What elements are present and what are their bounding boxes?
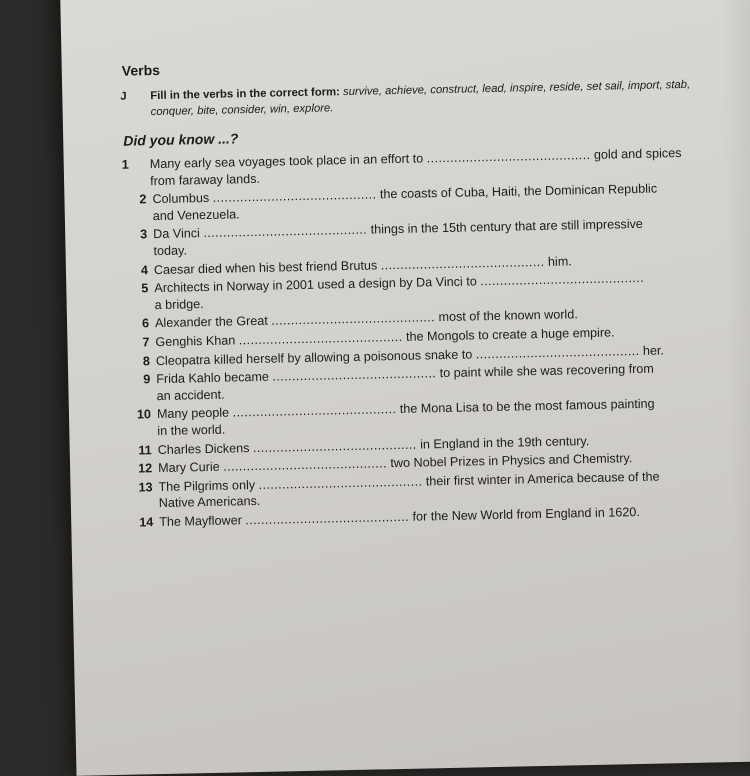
sentence-list: [122, 144, 730, 531]
item-number: 8: [142, 353, 151, 368]
answer-blank[interactable]: ..........................................: [380, 254, 545, 272]
item-continuation: and Venezuela.: [152, 207, 240, 223]
item-text-before: Charles Dickens: [157, 440, 250, 457]
answer-blank[interactable]: ..........................................: [272, 366, 437, 384]
item-number: 9: [143, 372, 151, 387]
answer-blank[interactable]: ..........................................: [258, 474, 423, 492]
item-text-before: Da Vinci: [153, 226, 201, 242]
item-number: 6: [141, 316, 150, 331]
item-text-before: Columbus: [152, 191, 210, 207]
item-continuation: an accident.: [156, 387, 225, 403]
item-text-before: Cleopatra killed herself by allowing a poisonous snake to: [155, 346, 473, 368]
verb-list: survive, achieve, construct, lead, inspire, reside, set sail, import, stab, conquer, bite, consider, win, explore.: [150, 78, 691, 119]
answer-blank[interactable]: ..........................................: [252, 437, 417, 455]
worksheet-content: [120, 50, 730, 533]
worksheet-page: [60, 0, 750, 776]
item-text-after: the Mona Lisa to be the most famous painting: [399, 396, 655, 417]
item-text-before: The Mayflower: [159, 513, 242, 529]
answer-blank[interactable]: ..........................................: [245, 509, 410, 528]
answer-blank[interactable]: ..........................................: [426, 147, 591, 166]
item-text-before: Mary Curie: [157, 459, 220, 476]
item-text-before: Many people: [156, 405, 230, 422]
exercise-tag: J: [120, 90, 127, 103]
answer-blank[interactable]: ..........................................: [212, 187, 377, 206]
item-continuation: today.: [153, 243, 188, 259]
did-you-know-heading: Did you know ...?: [123, 130, 239, 149]
answer-blank[interactable]: ..........................................: [223, 456, 388, 474]
instruction-heading: Fill in the verbs in the correct form:: [150, 86, 340, 103]
item-text-after: in England in the 19th century.: [419, 433, 590, 452]
item-text-after: for the New World from England in 1620.: [412, 504, 640, 524]
item-number: 2: [139, 192, 147, 207]
answer-blank[interactable]: ..........................................: [232, 402, 397, 420]
item-continuation: Native Americans.: [158, 494, 261, 511]
answer-blank[interactable]: ..........................................: [238, 329, 403, 348]
answer-blank[interactable]: ..........................................: [475, 343, 640, 361]
item-number: 14: [139, 515, 154, 530]
item-text-before: Genghis Khan: [155, 333, 236, 350]
item-text-after: gold and spices: [593, 146, 682, 162]
answer-blank[interactable]: ..........................................: [271, 310, 436, 328]
item-text-before: Architects in Norway in 2001 used a design by Da Vinci to: [154, 274, 477, 296]
item-text-before: Many early sea voyages took place in an effort to: [149, 151, 424, 172]
answer-blank[interactable]: ..........................................: [203, 222, 368, 241]
item-number: 3: [140, 227, 148, 242]
item-text-before: The Pilgrims only: [158, 477, 256, 494]
item-text-after: the Mongols to create a huge empire.: [405, 325, 615, 344]
item-number: 1: [121, 157, 129, 172]
answer-blank[interactable]: ..........................................: [480, 270, 645, 289]
section-title: Verbs: [121, 61, 161, 79]
item-number: 13: [138, 479, 153, 495]
item-number: 4: [140, 262, 149, 277]
exercise-instructions: [120, 76, 721, 121]
item-continuation: a bridge.: [154, 296, 204, 312]
item-text-after: two Nobel Prizes in Physics and Chemistry.: [390, 451, 633, 471]
item-text-before: Alexander the Great: [154, 314, 268, 331]
item-number: 11: [138, 442, 152, 457]
item-number: 12: [137, 461, 153, 476]
item-text-after: her.: [642, 342, 665, 358]
item-continuation: from faraway lands.: [149, 171, 261, 188]
item-text-after: their first winter in America because of the: [425, 469, 660, 489]
item-number: 10: [136, 407, 152, 422]
item-text-after: to paint while she was recovering from: [439, 361, 654, 381]
item-text-before: Frida Kahlo became: [156, 369, 270, 387]
item-continuation: in the world.: [157, 422, 226, 438]
item-number: 7: [142, 335, 150, 350]
item-text-after: the coasts of Cuba, Haiti, the Dominican Republic: [379, 181, 658, 202]
item-text-after: things in the 15th century that are still impressive: [370, 217, 643, 237]
item-text-after: most of the known world.: [438, 307, 578, 325]
item-text-after: him.: [547, 253, 572, 269]
item-text-before: Caesar died when his best friend Brutus: [153, 257, 378, 277]
item-number: 5: [141, 281, 149, 296]
